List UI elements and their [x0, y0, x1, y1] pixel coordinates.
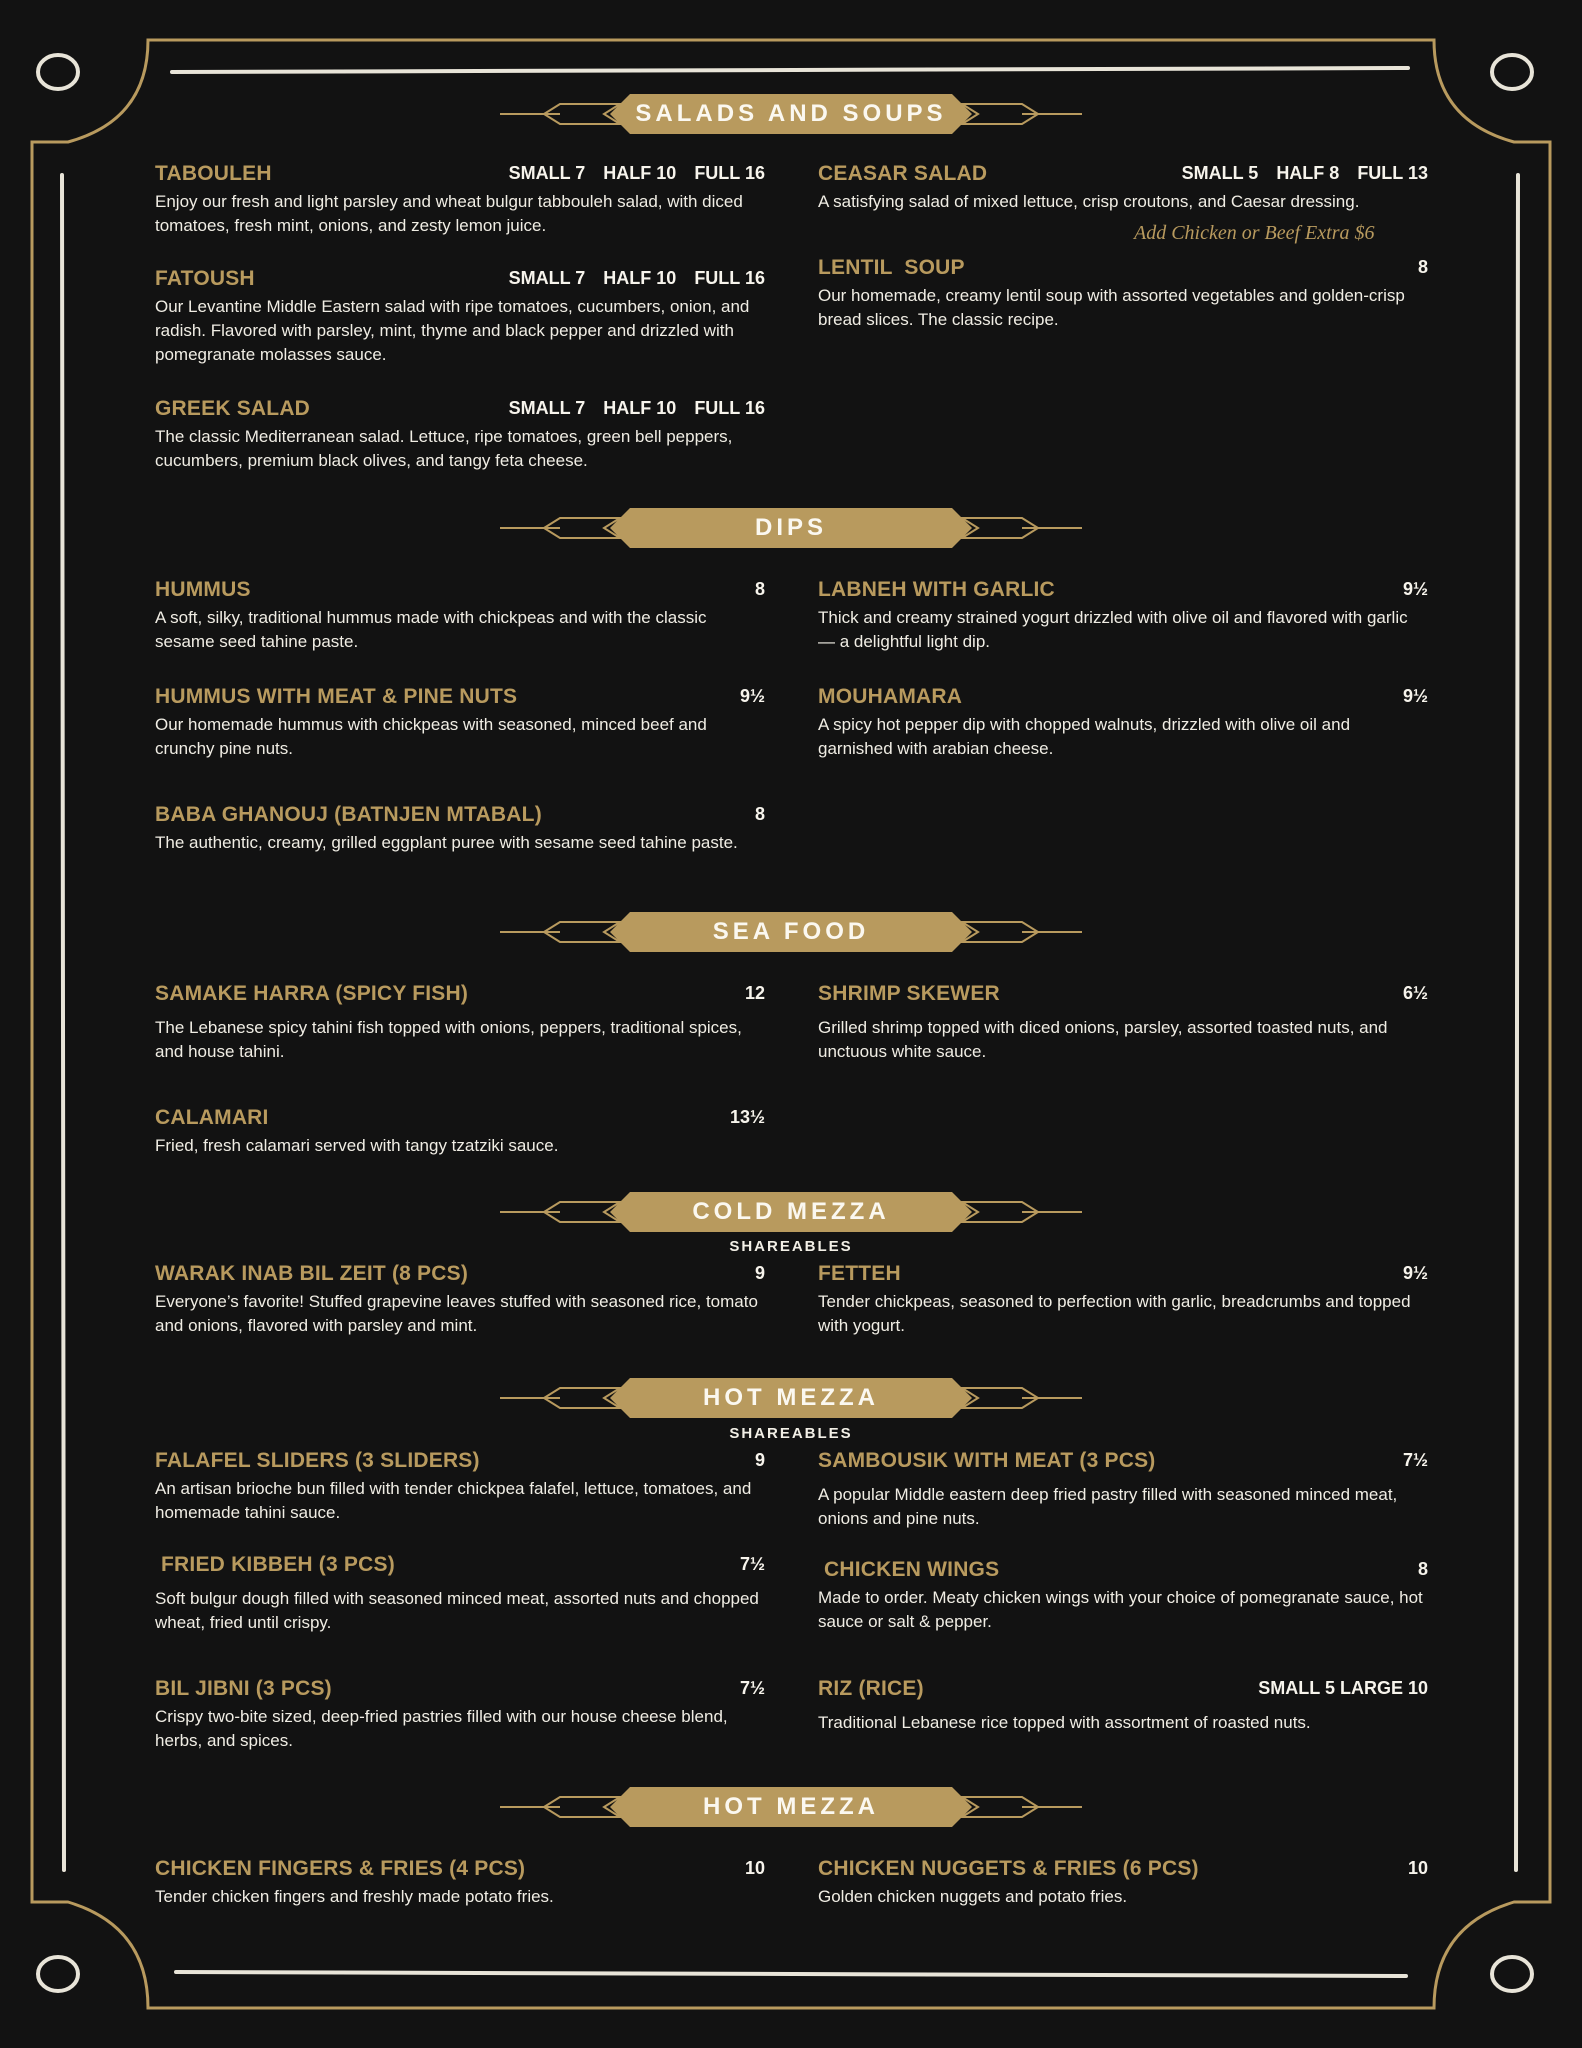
- item-price: 10: [744, 1858, 765, 1878]
- section-banner-dips: [500, 506, 1082, 550]
- item-description: Our Levantine Middle Eastern salad with ripe tomatoes, cucumbers, onion, and radish. Flavored with parsley, mint, thyme and black pepper and drizzled with pomegranate molasses sauce.: [155, 297, 750, 364]
- item-name: CHICKEN FINGERS & FRIES (4 PCS): [155, 1857, 526, 1880]
- item-name: RIZ (RICE): [818, 1677, 924, 1700]
- item-description: The classic Mediterranean salad. Lettuce, ripe tomatoes, green bell peppers, cucumbers, premium black olives, and tangy feta cheese.: [155, 427, 733, 470]
- item-description: The Lebanese spicy tahini fish topped with onions, peppers, traditional spices, and house tahini.: [155, 1018, 742, 1061]
- item-name: HUMMUS WITH MEAT & PINE NUTS: [155, 685, 518, 708]
- item-name: BABA GHANOUJ (BATNJEN MTABAL): [155, 803, 542, 826]
- item-price: 9½: [1402, 579, 1428, 599]
- item-description: Tender chicken fingers and freshly made potato fries.: [155, 1887, 554, 1906]
- section-title: HOT MEZZA: [703, 1793, 879, 1820]
- item-name: CEASAR SALAD: [818, 162, 988, 185]
- menu-item-shrimp-skewer: [818, 982, 1428, 1064]
- item-price: SMALL 5 HALF 8 FULL 13: [1181, 163, 1428, 183]
- item-name: FRIED KIBBEH (3 PCS): [155, 1553, 395, 1576]
- item-name: CALAMARI: [155, 1106, 269, 1129]
- section-subtitle: SHAREABLES: [729, 1425, 853, 1442]
- item-price: 7½: [739, 1554, 765, 1574]
- item-price: 9: [754, 1450, 765, 1470]
- item-description: A soft, silky, traditional hummus made with chickpeas and with the classic sesame seed tahine paste.: [155, 608, 707, 651]
- item-price: 7½: [739, 1678, 765, 1698]
- menu-item-calamari: [155, 1106, 765, 1158]
- item-description: Enjoy our fresh and light parsley and wheat bulgur tabbouleh salad, with diced tomatoes, fresh mint, onions, and zesty lemon juice.: [155, 192, 743, 235]
- item-price: 8: [1417, 1559, 1428, 1579]
- menu-item-hummus: [155, 578, 765, 654]
- item-price: 10: [1407, 1858, 1428, 1878]
- menu-item-ceasar-salad: [818, 162, 1428, 214]
- item-description: Fried, fresh calamari served with tangy tzatziki sauce.: [155, 1136, 559, 1155]
- menu-item-fried-kibbeh: [155, 1553, 765, 1635]
- item-description: Golden chicken nuggets and potato fries.: [818, 1887, 1128, 1906]
- item-name: SAMAKE HARRA (SPICY FISH): [155, 982, 469, 1005]
- menu-item-chicken-wings: [818, 1558, 1428, 1634]
- item-price: 6½: [1402, 983, 1428, 1003]
- item-price: 9: [754, 1263, 765, 1283]
- item-name: FALAFEL SLIDERS (3 SLIDERS): [155, 1449, 480, 1472]
- menu-item-samake-harra: [155, 982, 765, 1064]
- item-name: BIL JIBNI (3 PCS): [155, 1677, 332, 1700]
- item-name: FATOUSH: [155, 267, 255, 290]
- item-price: 13½: [729, 1107, 765, 1127]
- item-description: A spicy hot pepper dip with chopped walnuts, drizzled with olive oil and garnished with arabian cheese.: [818, 715, 1351, 758]
- menu-item-sambousik: [818, 1449, 1428, 1531]
- item-name: TABOULEH: [155, 162, 272, 185]
- menu-item-greek-salad: [155, 397, 765, 473]
- item-description: A satisfying salad of mixed lettuce, crisp croutons, and Caesar dressing.: [818, 192, 1360, 211]
- item-price: 9½: [1402, 1263, 1428, 1283]
- item-name: SAMBOUSIK WITH MEAT (3 PCS): [818, 1449, 1156, 1472]
- item-description: Traditional Lebanese rice topped with assortment of roasted nuts.: [818, 1713, 1311, 1732]
- menu-item-riz: [818, 1677, 1428, 1735]
- item-name: SHRIMP SKEWER: [818, 982, 1000, 1005]
- item-description: Our homemade, creamy lentil soup with assorted vegetables and golden-crisp bread slices. The classic recipe.: [818, 286, 1405, 329]
- item-name: CHICKEN NUGGETS & FRIES (6 PCS): [818, 1857, 1199, 1880]
- item-price: 8: [754, 804, 765, 824]
- item-price: SMALL 7 HALF 10 FULL 16: [508, 163, 765, 183]
- item-price: 9½: [739, 686, 765, 706]
- menu-item-bil-jibni: [155, 1677, 765, 1753]
- item-description: Our homemade hummus with chickpeas with seasoned, minced beef and crunchy pine nuts.: [155, 715, 707, 758]
- item-name: HUMMUS: [155, 578, 251, 601]
- section-banner-cold-mezza: [500, 1190, 1082, 1234]
- item-description: Everyone’s favorite! Stuffed grapevine leaves stuffed with seasoned rice, tomato and onions, flavored with parsley and mint.: [155, 1292, 758, 1335]
- item-name: CHICKEN WINGS: [818, 1558, 1000, 1581]
- section-banner-hot-mezza: [500, 1376, 1082, 1420]
- section-banner-hot-mezza-2: [500, 1785, 1082, 1829]
- item-price: 7½: [1402, 1450, 1428, 1470]
- item-name: FETTEH: [818, 1262, 901, 1285]
- menu-item-mouhamara: [818, 685, 1428, 761]
- item-price: SMALL 7 HALF 10 FULL 16: [508, 398, 765, 418]
- menu-item-falafel-sliders: [155, 1449, 765, 1525]
- item-price: 8: [754, 579, 765, 599]
- section-title: SEA FOOD: [712, 918, 870, 945]
- item-price: SMALL 7 HALF 10 FULL 16: [508, 268, 765, 288]
- section-title: HOT MEZZA: [703, 1384, 879, 1411]
- menu-item-fatoush: [155, 267, 765, 367]
- menu-item-chicken-nuggets: [818, 1857, 1428, 1909]
- item-name: LENTIL SOUP: [818, 256, 965, 279]
- item-description: The authentic, creamy, grilled eggplant puree with sesame seed tahine paste.: [155, 833, 738, 852]
- item-name: WARAK INAB BIL ZEIT (8 PCS): [155, 1262, 469, 1285]
- item-description: Tender chickpeas, seasoned to perfection with garlic, breadcrumbs and topped with yogurt.: [818, 1292, 1411, 1335]
- item-price: SMALL 5 LARGE 10: [1258, 1678, 1428, 1698]
- item-description: An artisan brioche bun filled with tender chickpea falafel, lettuce, tomatoes, and homemade tahini sauce.: [155, 1479, 752, 1522]
- menu-item-baba-ghanouj: [155, 803, 765, 855]
- section-subtitle: SHAREABLES: [729, 1238, 853, 1255]
- menu-item-labneh: [818, 578, 1428, 654]
- menu-item-lentil-soup: [818, 256, 1428, 332]
- item-name: LABNEH WITH GARLIC: [818, 578, 1055, 601]
- menu-item-hummus-meat: [155, 685, 765, 761]
- item-price: 12: [744, 983, 765, 1003]
- item-name: MOUHAMARA: [818, 685, 963, 708]
- section-banner-salads: [500, 92, 1082, 136]
- section-title: SALADS AND SOUPS: [635, 100, 947, 127]
- menu-item-chicken-fingers: [155, 1857, 765, 1909]
- item-price: 8: [1417, 257, 1428, 277]
- menu-item-warak-inab: [155, 1262, 765, 1338]
- menu-item-fetteh: [818, 1262, 1428, 1338]
- menu-item-tabouleh: [155, 162, 765, 238]
- add-protein-note: Add Chicken or Beef Extra $6: [1134, 222, 1375, 244]
- item-description: Soft bulgur dough filled with seasoned minced meat, assorted nuts and chopped wheat, fried until crispy.: [155, 1589, 759, 1632]
- section-banner-seafood: [500, 910, 1082, 954]
- item-description: Made to order. Meaty chicken wings with your choice of pomegranate sauce, hot sauce or salt & pepper.: [818, 1588, 1423, 1631]
- item-description: Crispy two-bite sized, deep-fried pastries filled with our house cheese blend, herbs, and spices.: [155, 1707, 728, 1750]
- item-price: 9½: [1402, 686, 1428, 706]
- item-description: Thick and creamy strained yogurt drizzled with olive oil and flavored with garlic — a delightful light dip.: [818, 608, 1408, 651]
- section-title: COLD MEZZA: [692, 1198, 890, 1225]
- item-description: Grilled shrimp topped with diced onions, parsley, assorted toasted nuts, and unctuous white sauce.: [818, 1018, 1388, 1061]
- item-description: A popular Middle eastern deep fried pastry filled with seasoned minced meat, onions and pine nuts.: [818, 1485, 1398, 1528]
- section-title: DIPS: [754, 514, 827, 541]
- item-name: GREEK SALAD: [155, 397, 311, 420]
